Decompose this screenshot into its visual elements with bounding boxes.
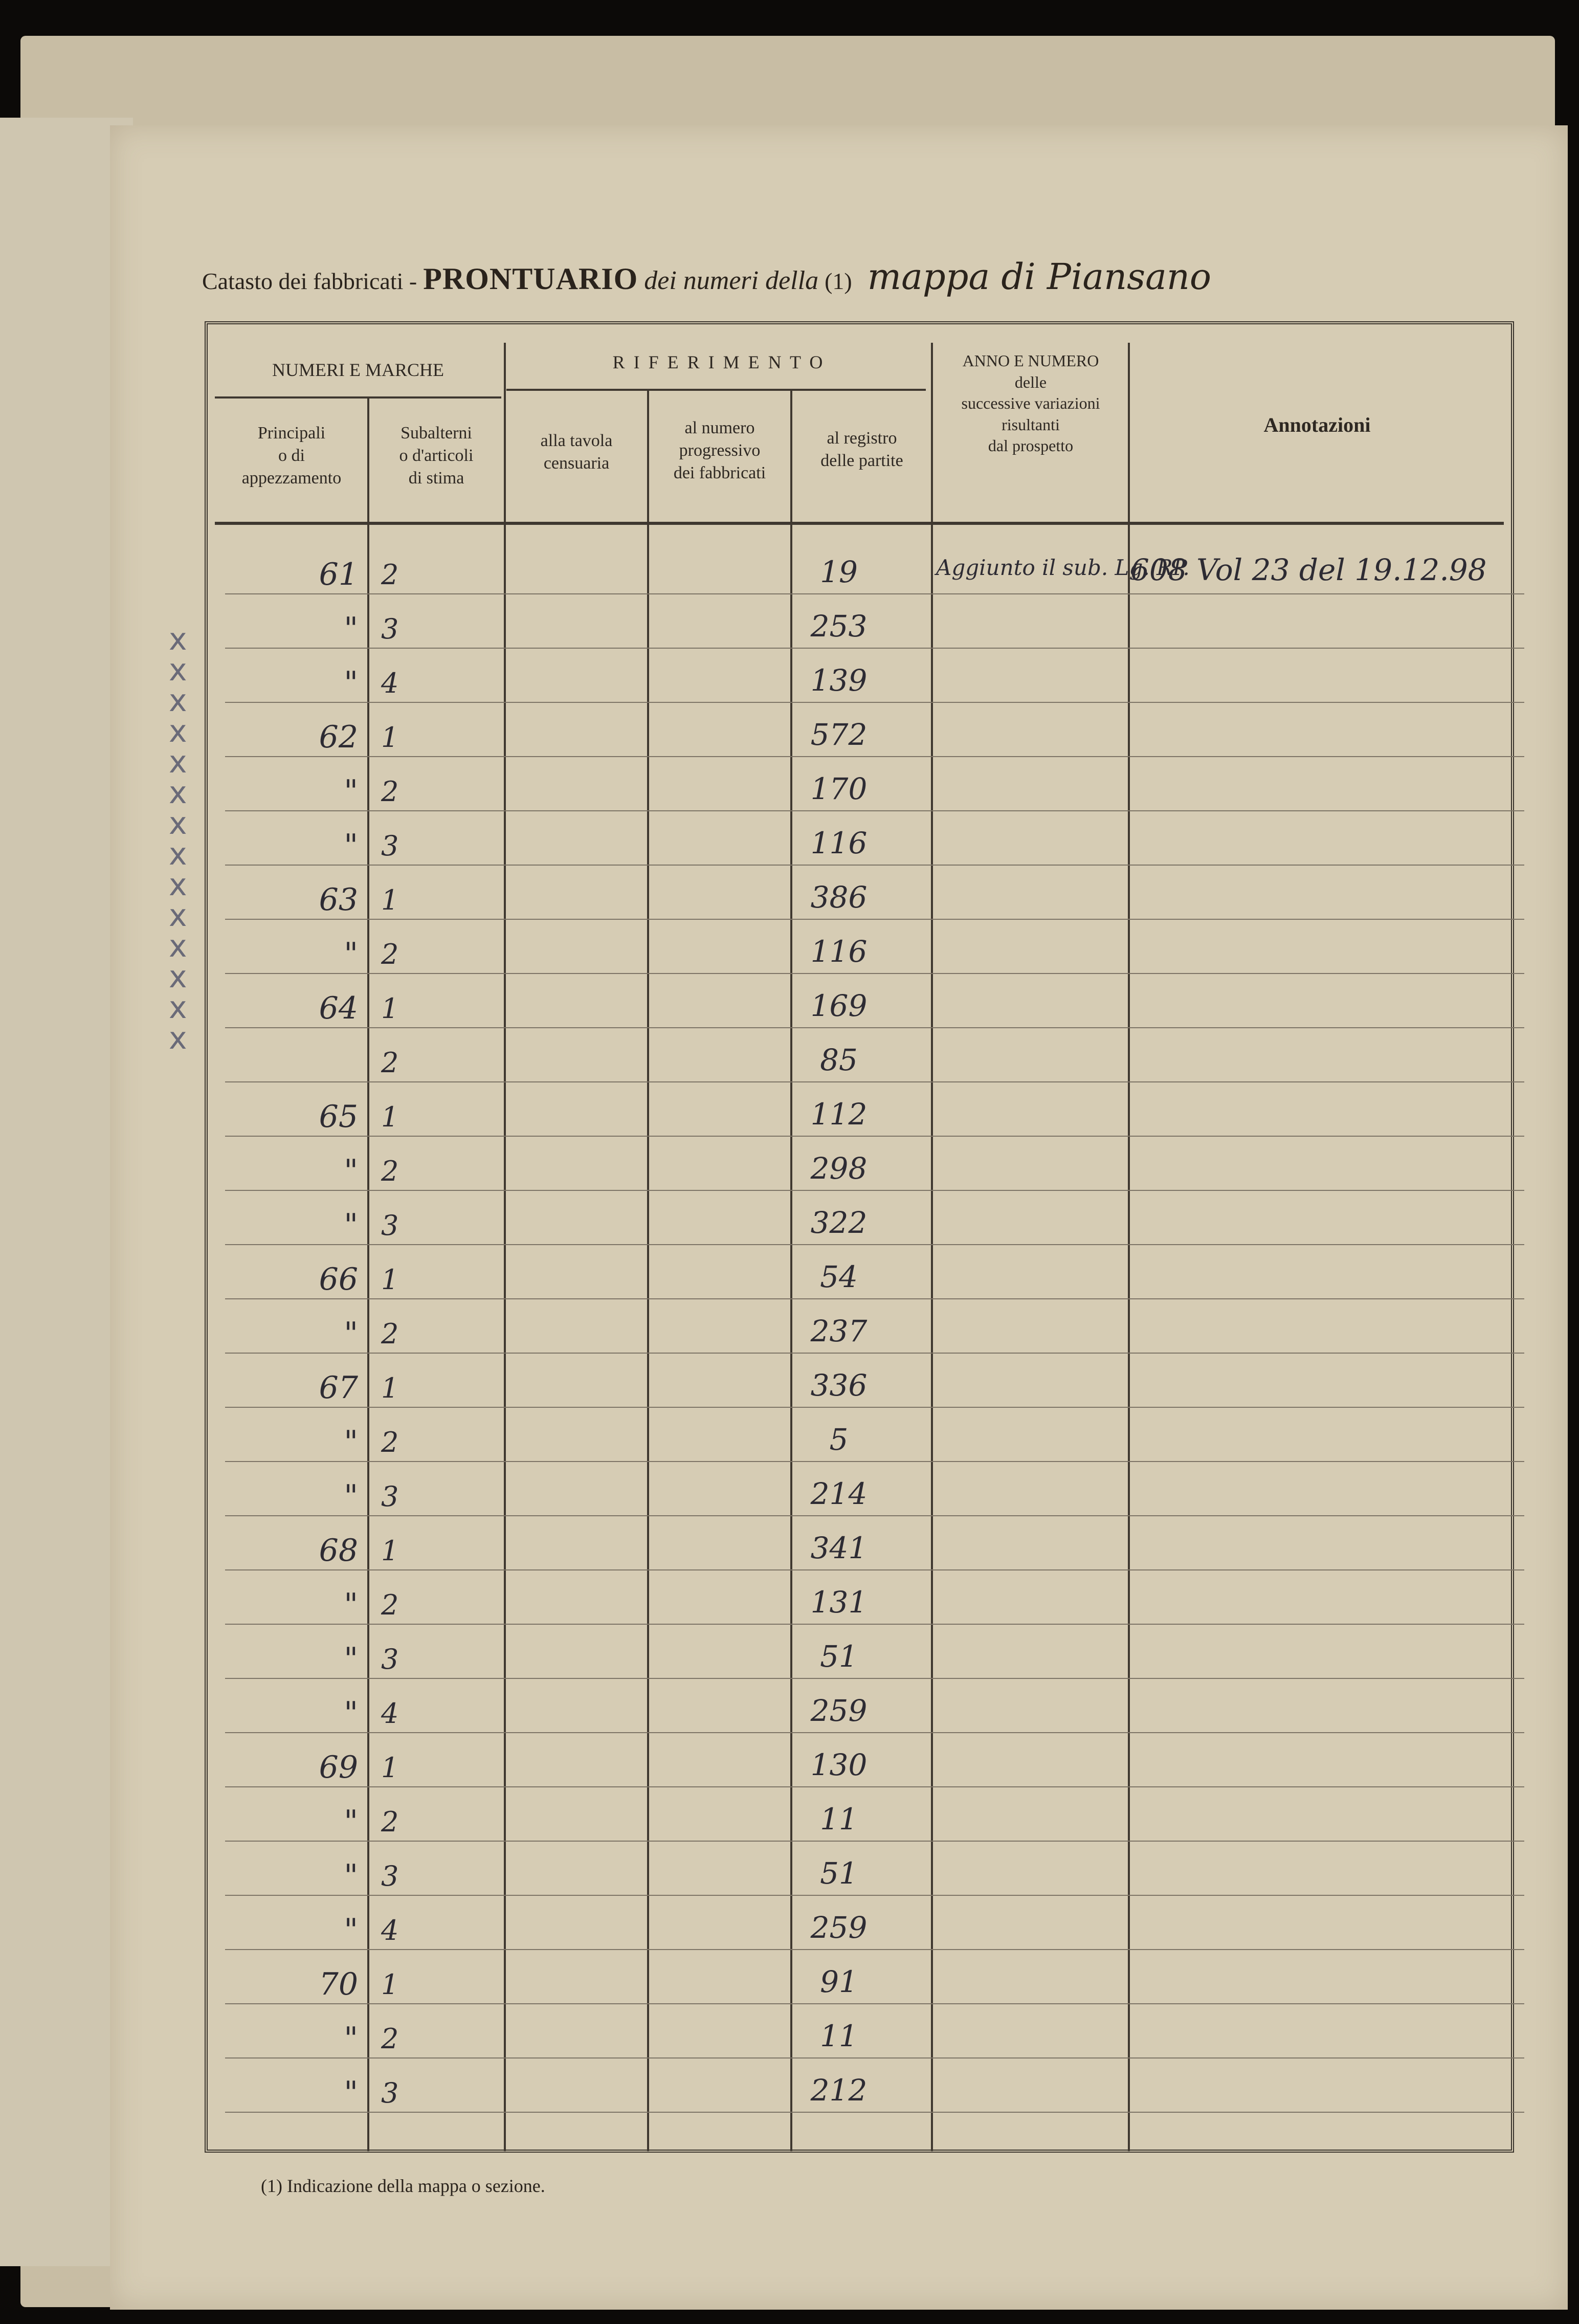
row-rule <box>225 1949 1524 1950</box>
header-bottom-rule <box>215 522 1504 525</box>
row-rule <box>225 1895 1524 1896</box>
row-rule <box>225 1081 1524 1082</box>
cell-registro: 5 <box>829 1422 849 1457</box>
header-handwritten-map: mappa di Piansano <box>867 256 1212 298</box>
cell-principale: " <box>344 1316 358 1352</box>
row-rule <box>225 648 1524 649</box>
cell-registro: 341 <box>810 1531 868 1565</box>
cell-principale: " <box>344 1207 358 1243</box>
cell-registro: 51 <box>820 1639 858 1674</box>
row-rule <box>225 1353 1524 1354</box>
row-rule <box>225 1678 1524 1679</box>
cell-registro: 54 <box>820 1259 858 1294</box>
col-line-6 <box>1128 343 1130 2151</box>
cell-registro: 170 <box>810 771 868 806</box>
cell-subalterno: 2 <box>381 1806 399 1838</box>
header-registro: al registro delle partite <box>820 429 903 471</box>
cell-subalterno: 2 <box>381 559 399 591</box>
row-rule <box>225 1841 1524 1842</box>
cell-principale: " <box>344 1153 358 1189</box>
row-rule <box>225 1298 1524 1299</box>
cell-registro: 259 <box>810 1910 868 1945</box>
cell-subalterno: 1 <box>381 1752 399 1784</box>
row1-variation-note: Aggiunto il sub. Lg. RP. <box>936 555 1190 580</box>
row-rule <box>225 1461 1524 1462</box>
cell-subalterno: 4 <box>381 1914 399 1946</box>
row-rule <box>225 1786 1524 1787</box>
cell-principale: " <box>344 936 358 972</box>
cell-registro: 11 <box>820 1802 858 1836</box>
cell-subalterno: 1 <box>381 1372 399 1404</box>
cell-registro: 322 <box>810 1205 868 1240</box>
header-title: PRONTUARIO <box>423 262 638 296</box>
cell-principale: " <box>344 665 358 701</box>
cell-registro: 139 <box>810 663 868 698</box>
row-rule <box>225 2112 1524 2113</box>
footnote: (1) Indicazione della mappa o sezione. <box>261 2176 545 2196</box>
row-rule <box>225 1624 1524 1625</box>
col-line-2 <box>504 343 506 2151</box>
cell-subalterno: 1 <box>381 1264 399 1296</box>
cell-subalterno: 1 <box>381 1101 399 1133</box>
row-rule <box>225 973 1524 974</box>
row-rule <box>225 1732 1524 1733</box>
cell-registro: 11 <box>820 2019 858 2053</box>
row-rule <box>225 1136 1524 1137</box>
cell-subalterno: 2 <box>381 1155 399 1187</box>
cell-principale: " <box>344 1587 358 1623</box>
row-rule <box>225 810 1524 811</box>
cell-registro: 112 <box>810 1097 868 1132</box>
row-rule <box>225 1244 1524 1245</box>
cell-registro: 130 <box>810 1747 868 1782</box>
header-annotazioni: Annotazioni <box>1263 413 1371 436</box>
cell-subalterno: 1 <box>381 1535 399 1567</box>
cell-principale: " <box>344 1804 358 1840</box>
cell-principale: 69 <box>319 1750 358 1785</box>
cell-subalterno: 2 <box>381 938 399 970</box>
cell-subalterno: 1 <box>381 992 399 1025</box>
header-middle: dei numeri della <box>644 266 819 295</box>
cell-registro: 298 <box>810 1151 868 1186</box>
cell-subalterno: 2 <box>381 1426 399 1458</box>
header-progressivo: al numero progressivo dei fabbricati <box>673 418 766 483</box>
col-line-3 <box>647 389 649 2151</box>
cell-subalterno: 3 <box>381 1643 399 1675</box>
row-rule <box>225 919 1524 920</box>
cell-principale: 64 <box>319 990 358 1026</box>
cell-principale: 63 <box>319 882 358 918</box>
row-rule <box>225 2057 1524 2059</box>
cell-subalterno: 3 <box>381 613 399 645</box>
row-rule <box>225 865 1524 866</box>
cell-principale: 66 <box>319 1261 358 1297</box>
cell-registro: 253 <box>810 609 868 644</box>
cell-registro: 116 <box>810 934 868 969</box>
header-prefix: Catasto dei fabbricati - <box>202 268 417 294</box>
cell-subalterno: 2 <box>381 1047 399 1079</box>
cell-registro: 214 <box>810 1476 868 1511</box>
row1-annotation: 608 Vol 23 del 19.12.98 <box>1130 552 1487 587</box>
col-line-4 <box>790 389 792 2151</box>
cell-principale: 70 <box>319 1966 358 2002</box>
cell-principale: 62 <box>319 719 358 755</box>
row-rule <box>225 1407 1524 1408</box>
cell-registro: 212 <box>810 2073 868 2108</box>
cell-subalterno: 3 <box>381 1480 399 1513</box>
row-rule <box>225 756 1524 757</box>
header-numeri-marche: NUMERI E MARCHE <box>272 360 444 380</box>
cell-principale: " <box>344 2021 358 2056</box>
group2-rule <box>506 389 926 391</box>
cell-subalterno: 3 <box>381 1209 399 1242</box>
cell-registro: 91 <box>820 1964 858 1999</box>
cell-principale: 68 <box>319 1533 358 1568</box>
cell-registro: 116 <box>810 826 868 860</box>
page-header <box>202 256 1211 298</box>
cell-registro: 169 <box>810 988 868 1023</box>
cell-principale: " <box>344 1912 358 1948</box>
cell-registro: 336 <box>810 1368 868 1403</box>
header-ref: (1) <box>825 268 852 294</box>
cell-subalterno: 2 <box>381 1589 399 1621</box>
cell-principale: " <box>344 1858 358 1894</box>
row-rule <box>225 2003 1524 2004</box>
row-rule <box>225 702 1524 703</box>
header-anno-numero: ANNO E NUMERO delle successive variazioni risultanti dal prospetto <box>961 351 1100 455</box>
row-rule <box>225 1027 1524 1028</box>
cell-subalterno: 2 <box>381 1318 399 1350</box>
cell-subalterno: 3 <box>381 830 399 862</box>
row-rule <box>225 1190 1524 1191</box>
row-rule <box>225 1515 1524 1516</box>
cell-registro: 572 <box>810 717 868 752</box>
header-principali: Principali o di appezzamento <box>241 424 342 488</box>
cell-registro: 131 <box>810 1585 868 1620</box>
cell-subalterno: 1 <box>381 884 399 916</box>
cell-registro: 386 <box>810 880 868 915</box>
cell-registro: 19 <box>820 555 858 589</box>
margin-check-marks: x x x x x x x x x x x x x x <box>169 622 187 1056</box>
row-rule <box>225 1569 1524 1570</box>
cell-principale: " <box>344 1695 358 1731</box>
cell-registro: 237 <box>810 1314 868 1348</box>
header-tavola: alla tavola censuaria <box>540 431 613 473</box>
header-subalterni: Subalterni o d'articoli di stima <box>399 424 474 488</box>
col-line-5 <box>931 343 933 2151</box>
cell-principale: 67 <box>319 1370 358 1406</box>
cell-principale: " <box>344 773 358 809</box>
cell-principale: 61 <box>319 557 358 592</box>
cell-subalterno: 3 <box>381 1860 399 1892</box>
cell-registro: 51 <box>820 1856 858 1891</box>
group1-rule <box>215 396 501 399</box>
cell-principale: 65 <box>319 1099 358 1135</box>
cell-subalterno: 4 <box>381 667 399 699</box>
cell-principale: " <box>344 1424 358 1460</box>
cell-subalterno: 2 <box>381 776 399 808</box>
cell-principale: " <box>344 1478 358 1514</box>
cell-subalterno: 2 <box>381 2023 399 2055</box>
cell-principale: " <box>344 2075 358 2111</box>
header-riferimento: R I F E R I M E N T O <box>612 352 825 372</box>
cell-registro: 259 <box>810 1693 868 1728</box>
cell-subalterno: 3 <box>381 2077 399 2109</box>
cell-principale: " <box>344 828 358 864</box>
cell-principale: " <box>344 611 358 647</box>
row-rule <box>225 593 1524 594</box>
cell-subalterno: 1 <box>381 1968 399 2001</box>
cell-registro: 85 <box>820 1043 858 1077</box>
cell-subalterno: 4 <box>381 1697 399 1730</box>
cell-principale: " <box>344 1641 358 1677</box>
cell-subalterno: 1 <box>381 721 399 754</box>
col-line-1 <box>367 396 369 2151</box>
